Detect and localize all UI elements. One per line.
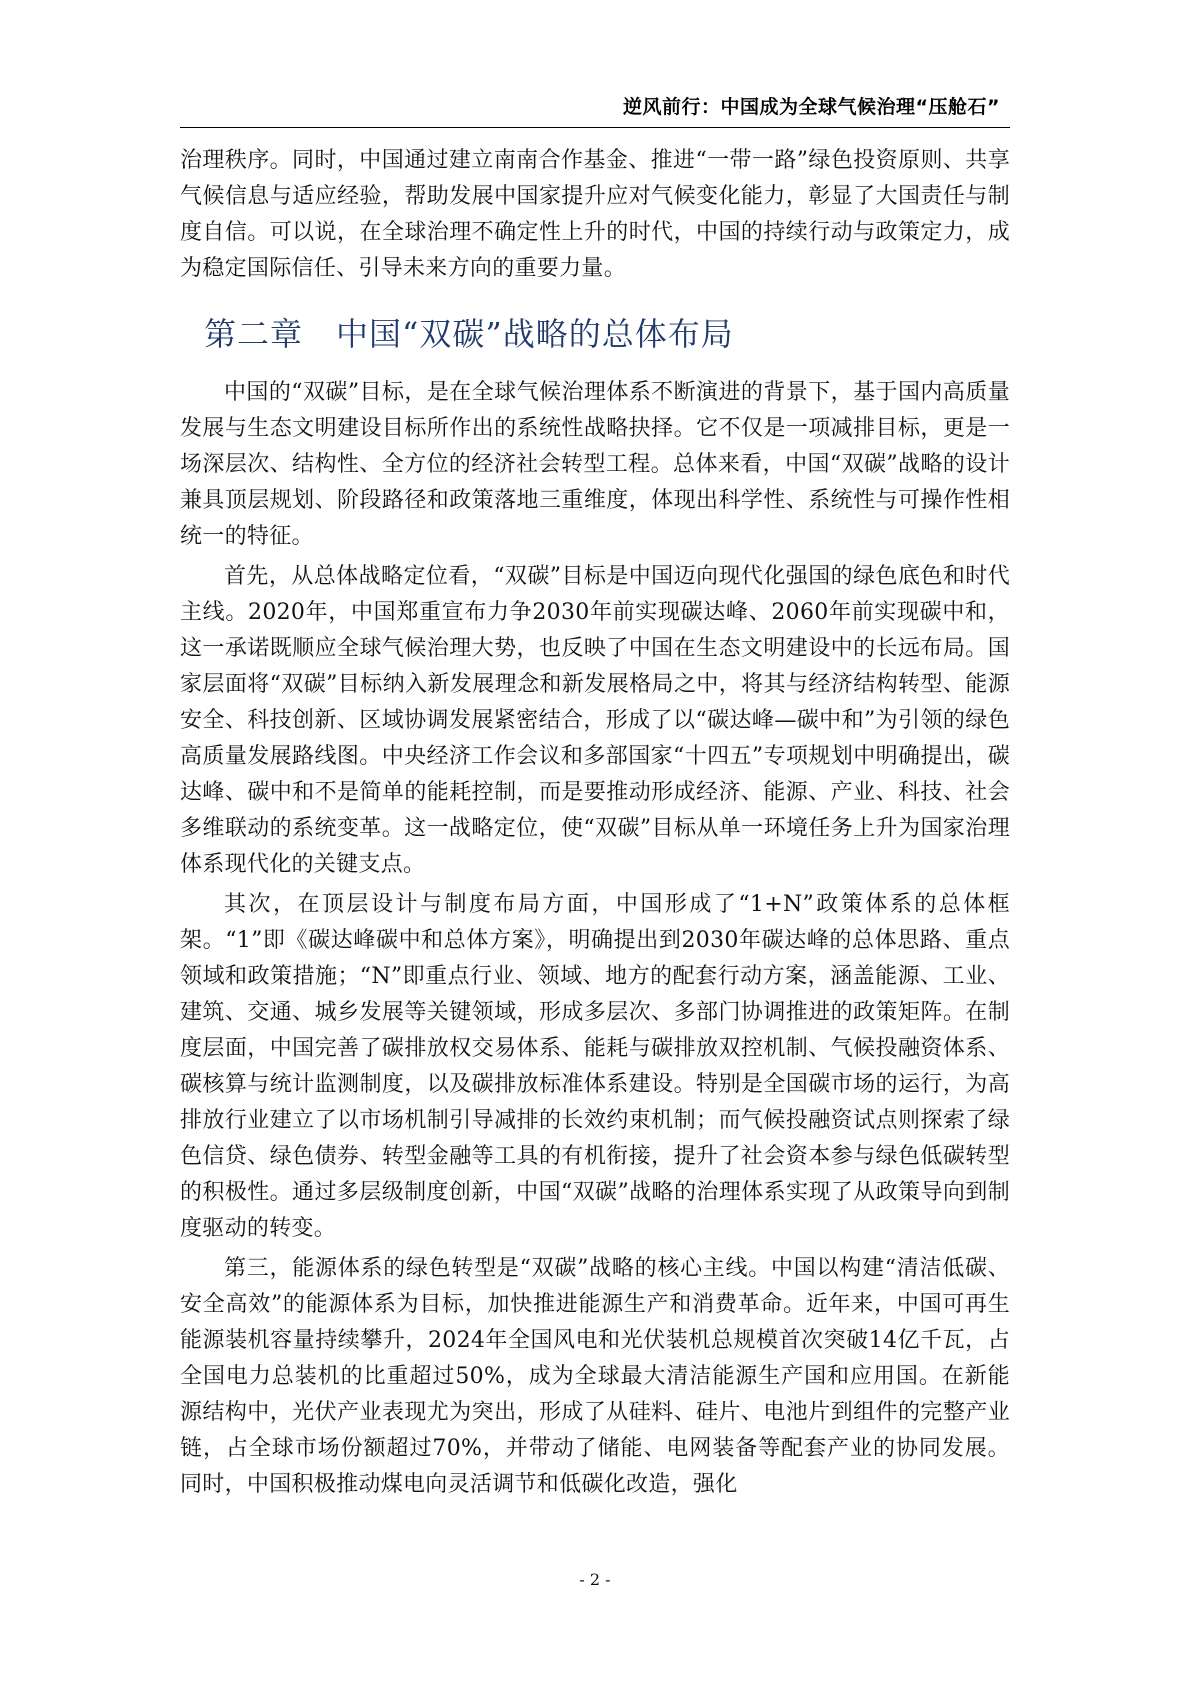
body-paragraph: 第三，能源体系的绿色转型是“双碳”战略的核心主线。中国以构建“清洁低碳、安全高效”的能源体系为目标，加快推进能源生产和消费革命。近年来，中国可再生能源装机容量持续攀升，2024年全国风电和光伏装机总规模首次突破14亿千瓦，占全国电力总装机的比重超过50%，成为全球最大清洁能源生产国和应用国。在新能源结构中，光伏产业表现尤为突出，形成了从硅料、硅片、电池片到组件的完整产业链，占全球市场份额超过70%，并带动了储能、电网装备等配套产业的协同发展。同时，中国积极推动煤电向灵活调节和低碳化改造，强化 (180, 1256, 1010, 1497)
body-paragraph: 中国的“双碳”目标，是在全球气候治理体系不断演进的背景下，基于国内高质量发展与生态文明建设目标所作出的系统性战略抉择。它不仅是一项减排目标，更是一场深层次、结构性、全方位的经济社会转型工程。总体来看，中国“双碳”战略的设计兼具顶层规划、阶段路径和政策落地三重维度，体现出科学性、系统性与可操作性相统一的特征。 (180, 380, 1010, 549)
body-paragraph: 首先，从总体战略定位看，“双碳”目标是中国迈向现代化强国的绿色底色和时代主线。2020年，中国郑重宣布力争2030年前实现碳达峰、2060年前实现碳中和，这一承诺既顺应全球气候治理大势，也反映了中国在生态文明建设中的长远布局。国家层面将“双碳”目标纳入新发展理念和新发展格局之中，将其与经济结构转型、能源安全、科技创新、区域协调发展紧密结合，形成了以“碳达峰—碳中和”为引领的绿色高质量发展路线图。中央经济工作会议和多部国家“十四五”专项规划中明确提出，碳达峰、碳中和不是简单的能耗控制，而是要推动形成经济、能源、产业、科技、社会多维联动的系统变革。这一战略定位，使“双碳”目标从单一环境任务上升为国家治理体系现代化的关键支点。 (180, 564, 1010, 877)
intro-paragraph: 治理秩序。同时，中国通过建立南南合作基金、推进“一带一路”绿色投资原则、共享气候信息与适应经验，帮助发展中国家提升应对气候变化能力，彰显了大国责任与制度自信。可以说，在全球治理不确定性上升的时代，中国的持续行动与政策定力，成为稳定国际信任、引导未来方向的重要力量。 (180, 148, 1010, 281)
header-divider (180, 127, 1010, 128)
page-number: - 2 - (579, 1570, 611, 1589)
page-body (180, 143, 1010, 1503)
body-paragraph: 其次，在顶层设计与制度布局方面，中国形成了“1+N”政策体系的总体框架。“1”即《碳达峰碳中和总体方案》，明确提出到2030年碳达峰的总体思路、重点领域和政策措施；“N”即重点行业、领域、地方的配套行动方案，涵盖能源、工业、建筑、交通、城乡发展等关键领域，形成多层次、多部门协调推进的政策矩阵。在制度层面，中国完善了碳排放权交易体系、能耗与碳排放双控机制、气候投融资体系、碳核算与统计监测制度，以及碳排放标准体系建设。特别是全国碳市场的运行，为高排放行业建立了以市场机制引导减排的长效约束机制；而气候投融资试点则探索了绿色信贷、绿色债券、转型金融等工具的有机衔接，提升了社会资本参与绿色低碳转型的积极性。通过多层级制度创新，中国“双碳”战略的治理体系实现了从政策导向到制度驱动的转变。 (180, 892, 1010, 1241)
chapter-title: 第二章 中国“双碳”战略的总体布局 (204, 315, 734, 353)
running-header: 逆风前行：中国成为全球气候治理“压舱石” (623, 96, 1000, 118)
